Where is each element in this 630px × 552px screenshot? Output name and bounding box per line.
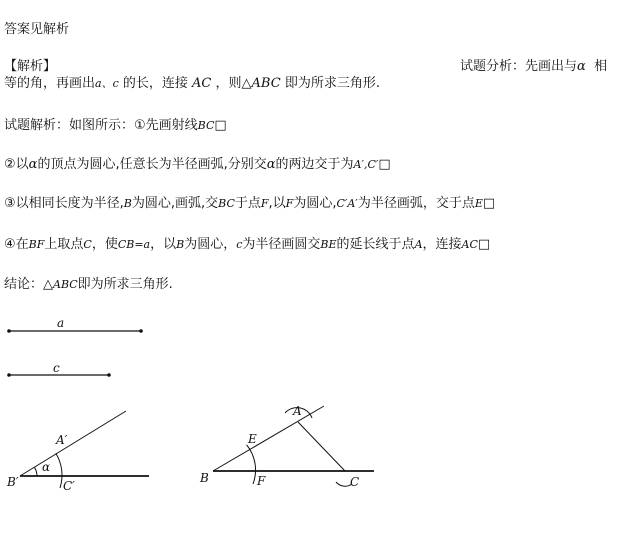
s4h: B xyxy=(176,238,185,251)
s2e: 的两边交于为 xyxy=(275,157,354,172)
segment-a xyxy=(7,316,143,333)
s3a: ③以相同长度为半径, xyxy=(4,196,124,211)
label-b-prime: B′ xyxy=(7,475,19,489)
s2c: 的顶点为圆心,任意长为半径画弧,分别交 xyxy=(37,157,267,172)
label-a-prime: A′ xyxy=(56,433,68,447)
triangle-construction xyxy=(199,404,374,489)
s2b: α xyxy=(28,157,38,172)
s3f: F xyxy=(260,197,269,210)
s4n: A xyxy=(414,238,423,251)
s3i: 为圆心, xyxy=(293,196,337,211)
analysis-right-text: 试题分析：先画出与 xyxy=(460,59,578,74)
s4c: 上取点 xyxy=(44,237,84,252)
s4q: □ xyxy=(477,237,491,252)
label-alpha: α xyxy=(42,460,51,474)
s3c: 为圆心,画弧,交 xyxy=(131,196,219,211)
s4m: 的延长线于点 xyxy=(336,237,415,252)
si-b: BC xyxy=(197,119,215,132)
c-b: ABC xyxy=(53,278,78,291)
s3b: B xyxy=(123,197,132,210)
s4a: ④在 xyxy=(4,237,29,252)
angle-alpha xyxy=(6,411,149,493)
s3m: □ xyxy=(482,196,496,211)
analysis-label: 【解析】 xyxy=(4,59,57,74)
s2f: A′,C′ xyxy=(353,158,379,171)
s3g: ,以 xyxy=(268,196,286,211)
s4b: BF xyxy=(28,238,45,251)
s4p: AC xyxy=(461,238,478,251)
segment-c xyxy=(7,361,111,377)
s4d: C xyxy=(83,238,92,251)
s3d: BC xyxy=(218,197,235,210)
label-f: F xyxy=(257,474,266,488)
s3j: C′A′ xyxy=(336,197,358,210)
c-c: 即为所求三角形. xyxy=(77,277,173,292)
s3e: 于点 xyxy=(234,196,261,211)
s2d: α xyxy=(266,157,276,172)
analysis-right-end: 相 xyxy=(594,59,608,74)
l2f: △ABC xyxy=(241,76,281,91)
segment-a-label: a xyxy=(57,316,65,330)
si-a: 试题解析：如图所示：①先画射线 xyxy=(4,118,198,133)
s4j: c xyxy=(236,238,243,251)
s3h: F xyxy=(285,197,294,210)
label-b: B xyxy=(200,471,209,485)
label-a: A xyxy=(293,404,302,418)
s2g: □ xyxy=(378,157,391,172)
s3k: 为半径画弧，交于点 xyxy=(357,196,475,211)
l2e: ，则 xyxy=(215,76,242,91)
s4k: 为半径画圆交 xyxy=(242,237,321,252)
s4e: ，使 xyxy=(91,237,118,252)
alpha-symbol: α xyxy=(577,59,586,74)
s3l: E xyxy=(474,197,483,210)
label-c-prime: C′ xyxy=(63,479,75,493)
s4o: ，连接 xyxy=(422,237,462,252)
label-e: E xyxy=(248,432,257,446)
l2a: 等的角，再画出 xyxy=(4,76,96,91)
s2a: ②以 xyxy=(4,157,29,172)
label-c: C xyxy=(350,475,360,489)
c-a: 结论：△ xyxy=(4,277,53,292)
s4i: 为圆心， xyxy=(184,237,237,252)
answer-header: 答案见解析 xyxy=(4,22,70,37)
segment-c-label: c xyxy=(53,361,60,375)
s4f: CB=a xyxy=(117,238,151,251)
l2g: 即为所求三角形. xyxy=(284,76,380,91)
s4g: ，以 xyxy=(150,237,177,252)
s4l: BE xyxy=(320,238,337,251)
si-c: □ xyxy=(214,118,227,133)
l2b: a、c xyxy=(95,77,119,90)
l2c: 的长，连接 xyxy=(122,76,188,91)
l2d: AC xyxy=(192,76,212,91)
